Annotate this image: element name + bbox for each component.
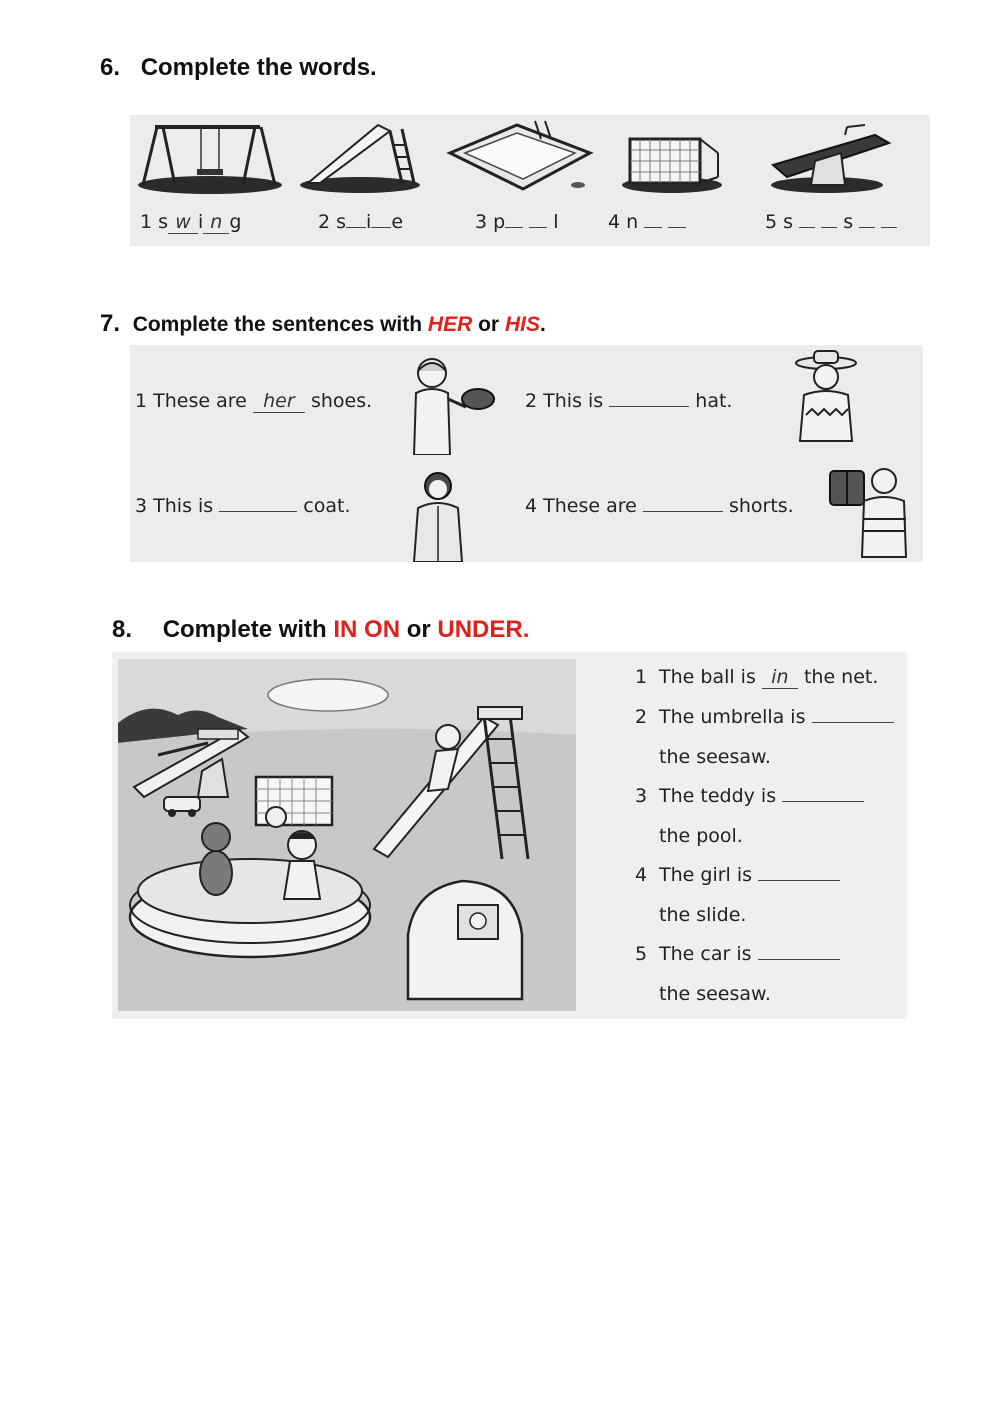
sentence-end: the net. (803, 666, 879, 688)
item-number: 4 (525, 495, 538, 517)
woman-with-coat-icon (408, 470, 468, 562)
ex8-title: Complete with (162, 616, 334, 643)
ex7-number: 7. (100, 310, 121, 337)
answer-blank[interactable]: in (762, 666, 798, 689)
letter-blank[interactable]: n (203, 211, 229, 234)
answer-blank[interactable] (812, 722, 894, 723)
ex7-item-4 (525, 495, 794, 517)
ex6-item-1 (140, 211, 241, 234)
net-icon (620, 125, 725, 195)
ex8-title-or: or (400, 616, 438, 643)
answer-blank[interactable] (643, 511, 723, 512)
letter-blank[interactable] (644, 227, 662, 228)
word-start: s (336, 211, 347, 233)
slide-icon (298, 117, 428, 195)
item-number: 1 (135, 390, 148, 412)
item-number: 2 (318, 211, 331, 233)
item-number: 3 (635, 785, 648, 807)
word-start: p (493, 211, 506, 233)
sentence-end: shorts. (728, 495, 794, 517)
sentence-start: This is (153, 495, 214, 517)
answer-blank[interactable] (609, 406, 689, 407)
letter-blank[interactable] (346, 227, 366, 228)
item-number: 4 (635, 864, 648, 886)
ex7-word-her: HER (427, 313, 473, 336)
answer-blank[interactable] (758, 880, 840, 881)
sentence-end: shoes. (310, 390, 373, 412)
ex8-item-2-end: the seesaw. (659, 746, 771, 768)
answer-blank[interactable]: her (253, 390, 305, 413)
pool-icon (445, 119, 595, 197)
letter-blank[interactable] (505, 227, 523, 228)
ex8-item-3-end: the pool. (659, 825, 743, 847)
ex7-title: Complete the sentences with (132, 313, 428, 336)
sentence-end: coat. (303, 495, 351, 517)
seesaw-icon (765, 121, 895, 195)
ex6-item-3 (475, 211, 559, 233)
sentence-start: These are (543, 495, 637, 517)
letter-blank[interactable] (881, 227, 897, 228)
ex8-number: 8. (112, 616, 133, 643)
boy-with-shorts-icon (820, 463, 910, 559)
boy-with-hat-icon (790, 349, 870, 445)
ex7-item-2 (525, 390, 732, 412)
sentence-start: The car is (659, 943, 752, 965)
item-number: 5 (635, 943, 648, 965)
ex8-panel (112, 652, 907, 1019)
ex8-words-in-on: IN ON (333, 616, 401, 643)
ex7-item-1 (135, 390, 372, 413)
ex6-item-4 (608, 211, 686, 233)
given-letter: g (229, 211, 242, 233)
sentence-start: The girl is (659, 864, 753, 886)
letter-blank[interactable] (859, 227, 875, 228)
letter-blank[interactable] (799, 227, 815, 228)
ex8-item-2 (635, 706, 894, 728)
item-number: 1 (635, 666, 648, 688)
swing-icon (135, 117, 285, 195)
ex8-heading (112, 616, 529, 644)
ex8-word-under: UNDER. (437, 616, 530, 643)
item-number: 3 (475, 211, 488, 233)
sentence-end: hat. (695, 390, 733, 412)
item-number: 2 (525, 390, 538, 412)
ex8-item-5-end: the seesaw. (659, 983, 771, 1005)
letter-blank[interactable] (668, 227, 686, 228)
ex7-title-period: . (539, 313, 546, 336)
item-number: 5 (765, 211, 778, 233)
ex6-item-2 (318, 211, 403, 233)
word-start: s (783, 211, 794, 233)
answer-blank[interactable] (758, 959, 840, 960)
sentence-start: This is (543, 390, 604, 412)
given-letter: i (366, 211, 372, 233)
sentence-start: The ball is (659, 666, 756, 688)
word-start: s (158, 211, 169, 233)
ex8-item-5 (635, 943, 840, 965)
ex7-word-his: HIS (504, 313, 540, 336)
letter-blank[interactable] (371, 227, 391, 228)
girl-with-shoes-icon (402, 355, 502, 455)
letter-blank[interactable]: w (168, 211, 198, 234)
ex7-heading (100, 310, 546, 338)
ex6-heading (100, 54, 377, 82)
ex7-title-or: or (472, 313, 505, 336)
ex6-title: Complete the words. (140, 54, 377, 81)
word-start: n (626, 211, 639, 233)
item-number: 1 (140, 211, 153, 233)
ex6-number: 6. (100, 54, 121, 81)
given-letter: i (198, 211, 204, 233)
ex8-item-4 (635, 864, 840, 886)
item-number: 2 (635, 706, 648, 728)
ex8-item-1 (635, 666, 878, 689)
answer-blank[interactable] (782, 801, 864, 802)
ex8-item-4-end: the slide. (659, 904, 747, 926)
given-letter: l (553, 211, 559, 233)
sentence-start: The teddy is (659, 785, 777, 807)
letter-blank[interactable] (529, 227, 547, 228)
ex6-panel (130, 115, 930, 246)
sentence-start: The umbrella is (659, 706, 806, 728)
item-number: 3 (135, 495, 148, 517)
ex8-item-3 (635, 785, 864, 807)
letter-blank[interactable] (821, 227, 837, 228)
ex7-panel (130, 345, 923, 562)
answer-blank[interactable] (219, 511, 297, 512)
ex6-item-5 (765, 211, 897, 233)
ex7-item-3 (135, 495, 350, 517)
item-number: 4 (608, 211, 621, 233)
playground-picture (118, 659, 576, 1011)
given-letter: s (843, 211, 854, 233)
given-letter: e (391, 211, 404, 233)
sentence-start: These are (153, 390, 247, 412)
